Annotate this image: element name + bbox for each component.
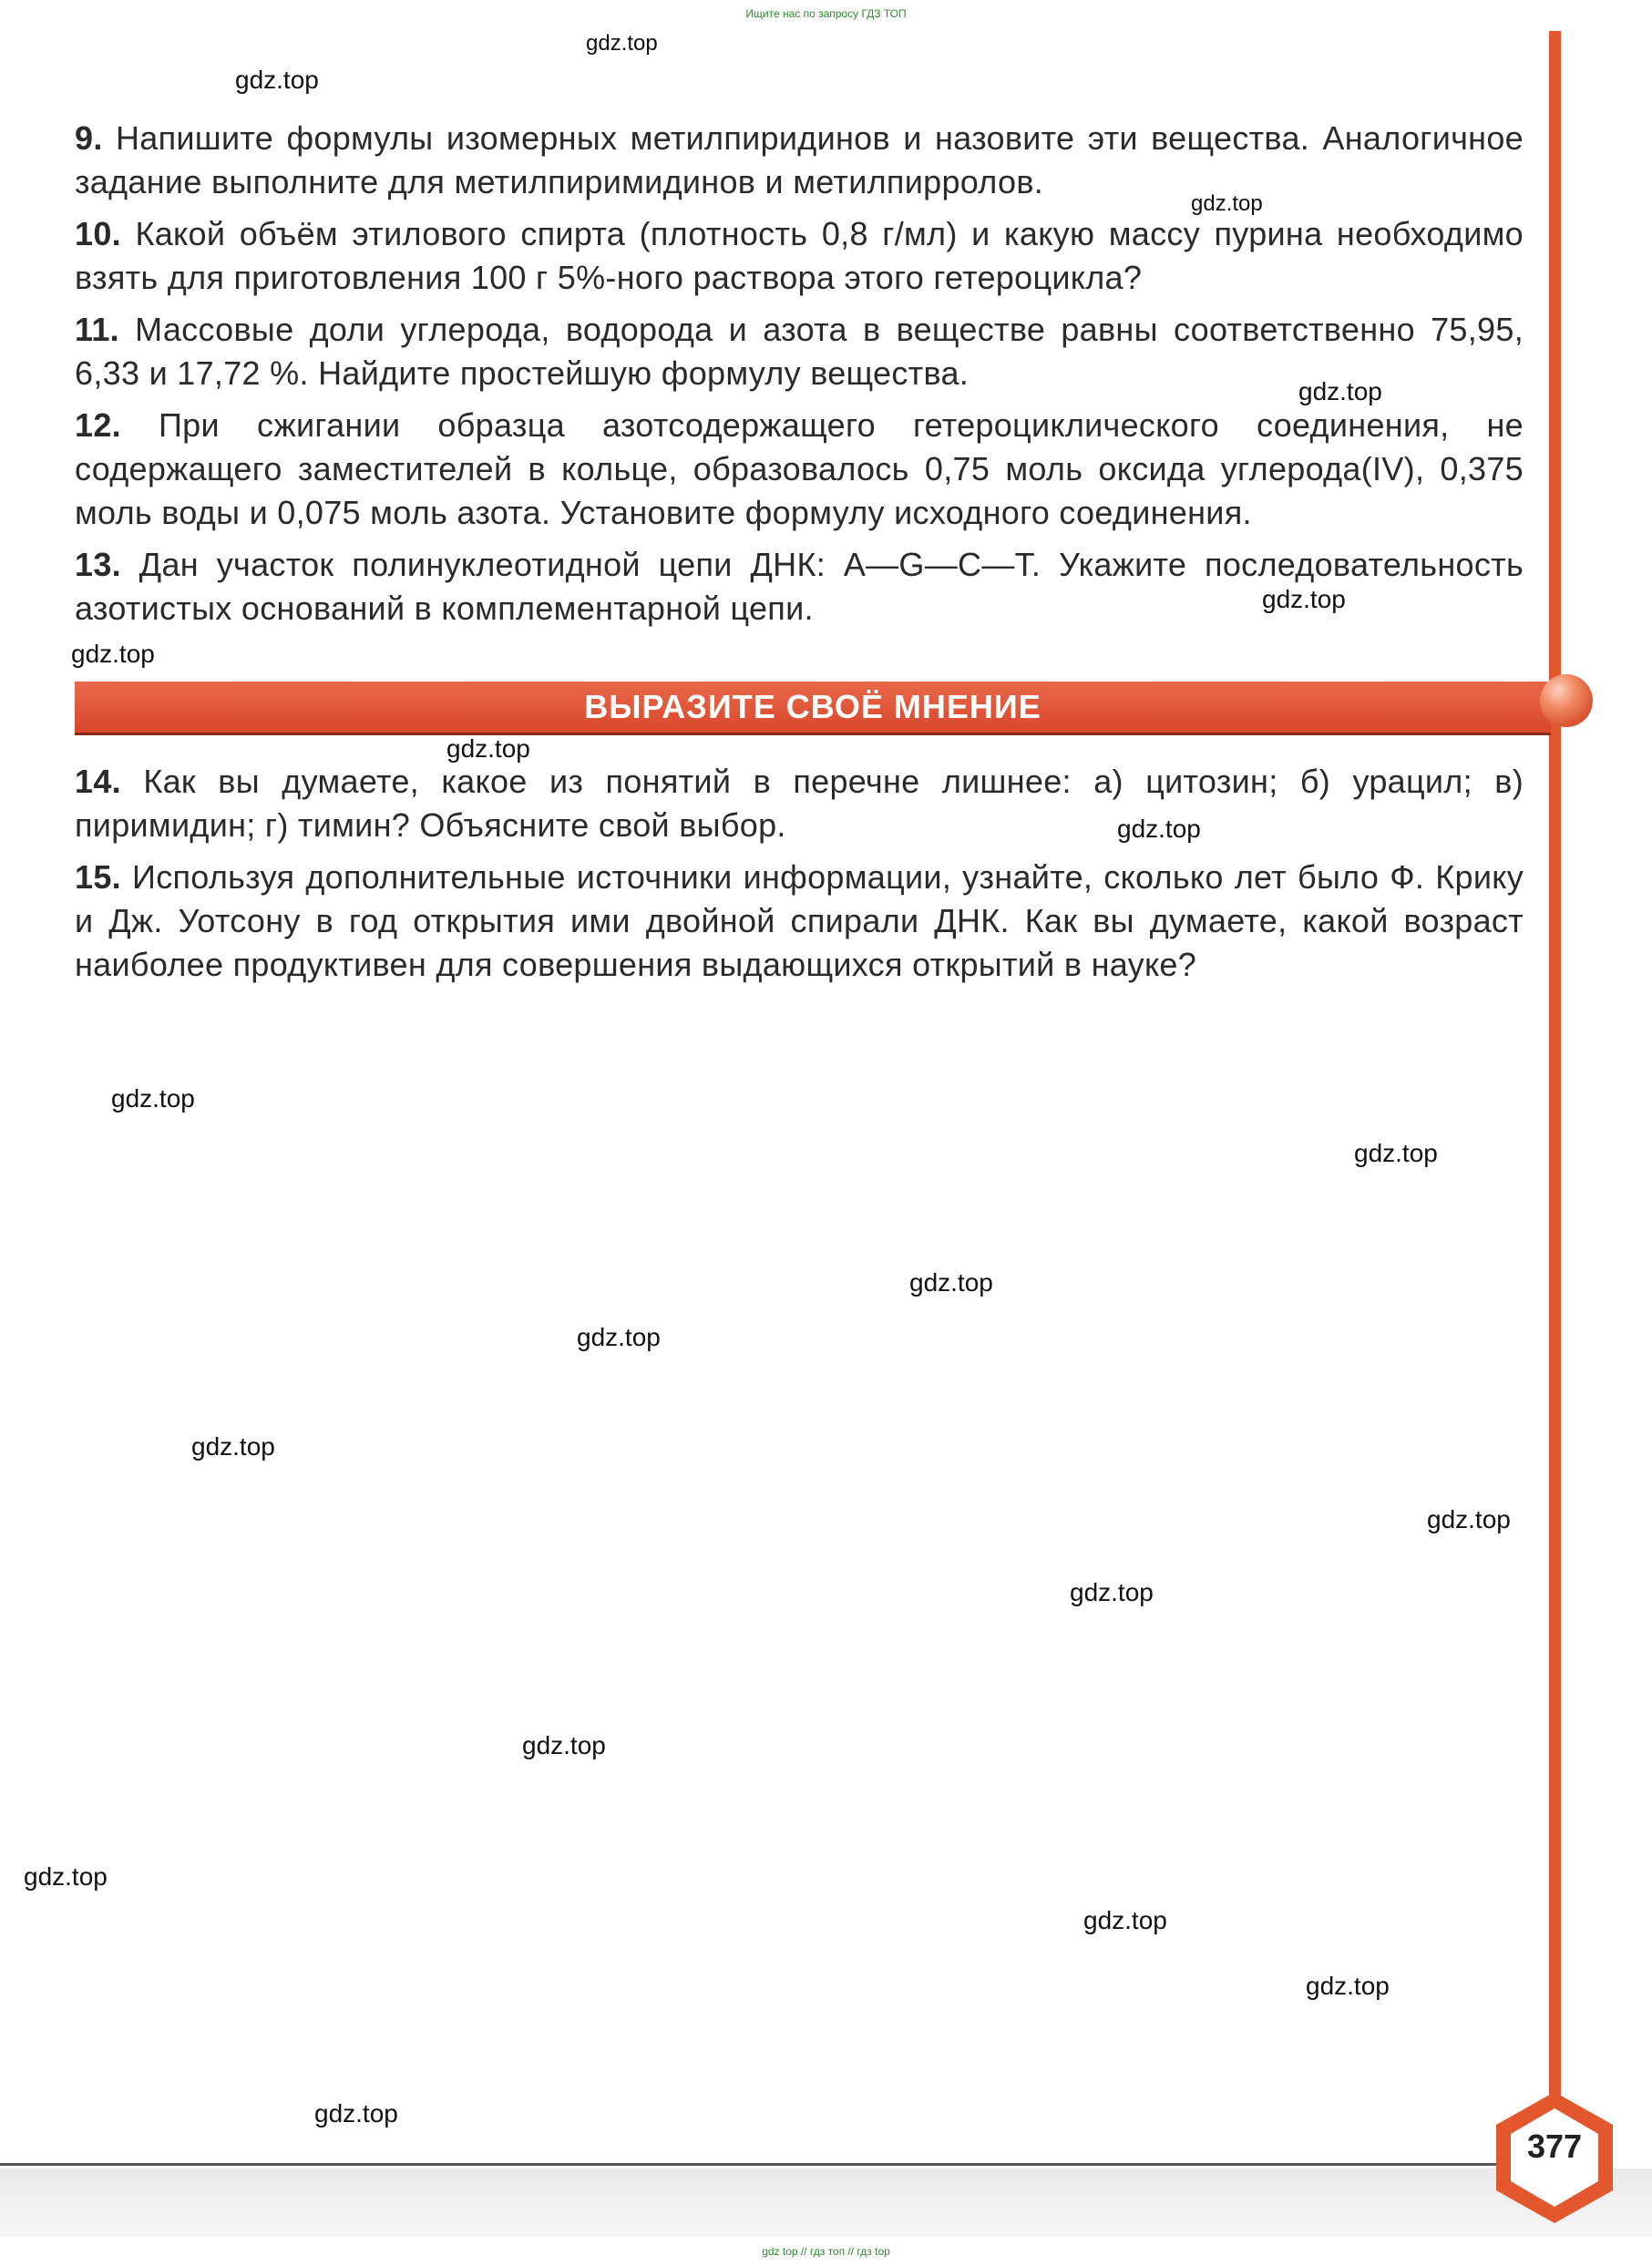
- watermark: gdz.top: [522, 1731, 606, 1759]
- section-banner-title: ВЫРАЗИТЕ СВОЁ МНЕНИЕ: [584, 688, 1041, 725]
- watermark: gdz.top: [235, 66, 319, 94]
- footer-line: [0, 2163, 1513, 2166]
- banner-ball-decoration: [1540, 674, 1593, 727]
- watermark: gdz.top: [446, 734, 530, 763]
- watermark: gdz.top: [1191, 191, 1263, 216]
- question-14: 14. Как вы думаете, какое из понятий в перечне лишнее: а) цитозин; б) урацил; в) пиримидин; г) тимин? Объясните свой выбор.: [75, 763, 1524, 844]
- watermark: gdz.top: [1262, 585, 1346, 613]
- watermark: gdz.top: [1070, 1578, 1154, 1606]
- watermark: gdz.top: [1354, 1139, 1438, 1167]
- watermark: gdz.top: [71, 640, 155, 668]
- watermark: gdz.top: [1083, 1906, 1167, 1934]
- question-12: 12. При сжигании образца азотсодержащего гетероциклического соединения, не содержащего заместителей в кольце, образовалось 0,75 моль оксида углерода(IV), 0,375 моль воды и 0,075 моль азота. Установите формулу исходного соединения.: [75, 406, 1524, 531]
- watermark: gdz.top: [314, 2099, 398, 2128]
- question-11: 11. Массовые доли углерода, водорода и азота в веществе равны соответственно 75,95, 6,33 и 17,72 %. Найдите простейшую формулу вещества.: [75, 311, 1524, 392]
- watermark: gdz.top: [1117, 815, 1201, 843]
- page-number: 377: [1526, 2128, 1583, 2165]
- watermark: gdz.top: [577, 1323, 661, 1351]
- question-9: 9. Напишите формулы изомерных метилпиридинов и назовите эти вещества. Аналогичное задание выполните для метилпиримидинов и метилпирролов.: [75, 119, 1524, 200]
- questions-block-2: [75, 760, 1524, 995]
- header-note: Ищите нас по запросу ГДЗ ТОП: [745, 7, 907, 20]
- watermark: gdz.top: [24, 1862, 108, 1891]
- watermark: gdz.top: [1306, 1972, 1390, 2000]
- watermark: gdz.top: [1298, 377, 1382, 405]
- watermark: gdz.top: [909, 1268, 993, 1297]
- footer-note: gdz top // гдз топ // гдз top: [762, 2245, 890, 2258]
- watermark: gdz.top: [191, 1432, 275, 1461]
- question-13: 13. Дан участок полинуклеотидной цепи ДНК: A—G—C—T. Укажите последовательность азотистых оснований в комплементарной цепи.: [75, 546, 1524, 627]
- margin-rule: [1549, 31, 1561, 2154]
- footer-shade: [0, 2169, 1652, 2237]
- section-banner: [75, 682, 1551, 735]
- watermark: gdz.top: [586, 31, 658, 56]
- question-10: 10. Какой объём этилового спирта (плотность 0,8 г/мл) и какую массу пурина необходимо взять для приготовления 100 г 5%-ного раствора этого гетероцикла?: [75, 215, 1524, 296]
- watermark: gdz.top: [1427, 1505, 1511, 1533]
- watermark: gdz.top: [111, 1084, 195, 1112]
- question-15: 15. Используя дополнительные источники информации, узнайте, сколько лет было Ф. Крику и Дж. Уотсону в год открытия ими двойной спирали ДНК. Как вы думаете, какой возраст наиболее продуктивен для совершения выдающихся открытий в науке?: [75, 858, 1524, 983]
